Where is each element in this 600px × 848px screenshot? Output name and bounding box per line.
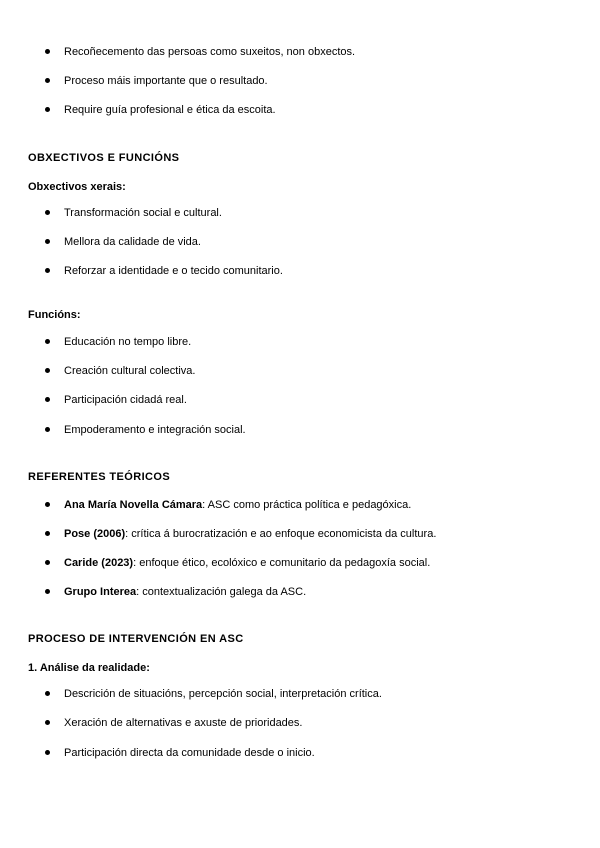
intro-bullet-2: Proceso máis importante que o resultado. bbox=[64, 75, 268, 87]
bullet-dot bbox=[45, 107, 50, 112]
general-objectives-label: Obxectivos xerais: bbox=[28, 181, 126, 193]
bullet-dot bbox=[45, 691, 50, 696]
bullet-dot bbox=[45, 368, 50, 373]
general-objective-3: Reforzar a identidade e o tecido comunitario. bbox=[64, 265, 283, 277]
reference-name: Caride (2023) bbox=[64, 557, 134, 569]
bullet-dot bbox=[45, 427, 50, 432]
step-1-item-2: Xeración de alternativas e axuste de prioridades. bbox=[64, 717, 303, 729]
section-heading-process: PROCESO DE INTERVENCIÓN EN ASC bbox=[28, 633, 244, 645]
function-item-4: Empoderamento e integración social. bbox=[64, 424, 246, 436]
bullet-dot bbox=[45, 397, 50, 402]
reference-item-2 bbox=[64, 527, 436, 541]
bullet-dot bbox=[45, 339, 50, 344]
reference-text: : contextualización galega da ASC. bbox=[136, 586, 307, 598]
reference-text: : ASC como práctica política e pedagóxica. bbox=[202, 499, 412, 511]
bullet-dot bbox=[45, 49, 50, 54]
bullet-dot bbox=[45, 560, 50, 565]
reference-name: Ana María Novella Cámara bbox=[64, 499, 203, 511]
function-item-3: Participación cidadá real. bbox=[64, 394, 187, 406]
bullet-dot bbox=[45, 502, 50, 507]
reference-text: : crítica á burocratización e ao enfoque economicista da cultura. bbox=[125, 528, 437, 540]
bullet-dot bbox=[45, 78, 50, 83]
section-heading-references: REFERENTES TEÓRICOS bbox=[28, 471, 171, 483]
function-item-2: Creación cultural colectiva. bbox=[64, 365, 196, 377]
step-1-item-3: Participación directa da comunidade desde o inicio. bbox=[64, 747, 315, 759]
bullet-dot bbox=[45, 210, 50, 215]
reference-item-4 bbox=[64, 585, 306, 599]
reference-item-1 bbox=[64, 498, 411, 512]
bullet-dot bbox=[45, 720, 50, 725]
section-heading-objectives: OBXECTIVOS E FUNCIÓNS bbox=[28, 152, 180, 164]
functions-label: Funcións: bbox=[28, 309, 81, 321]
reference-name: Grupo Interea bbox=[64, 586, 137, 598]
function-item-1: Educación no tempo libre. bbox=[64, 336, 192, 348]
bullet-dot bbox=[45, 531, 50, 536]
bullet-dot bbox=[45, 589, 50, 594]
bullet-dot bbox=[45, 268, 50, 273]
intro-bullet-3: Require guía profesional e ética da escoita. bbox=[64, 104, 276, 116]
intro-bullet-1: Recoñecemento das persoas como suxeitos, non obxectos. bbox=[64, 46, 356, 58]
step-1-item-1: Descrición de situacións, percepción social, interpretación crítica. bbox=[64, 688, 382, 700]
step-1-label: 1. Análise da realidade: bbox=[28, 662, 150, 674]
bullet-dot bbox=[45, 239, 50, 244]
general-objective-1: Transformación social e cultural. bbox=[64, 207, 222, 219]
general-objective-2: Mellora da calidade de vida. bbox=[64, 236, 201, 248]
bullet-dot bbox=[45, 750, 50, 755]
reference-name: Pose (2006) bbox=[64, 528, 126, 540]
reference-text: : enfoque ético, ecolóxico e comunitario da pedagoxía social. bbox=[133, 557, 431, 569]
reference-item-3 bbox=[64, 556, 430, 570]
